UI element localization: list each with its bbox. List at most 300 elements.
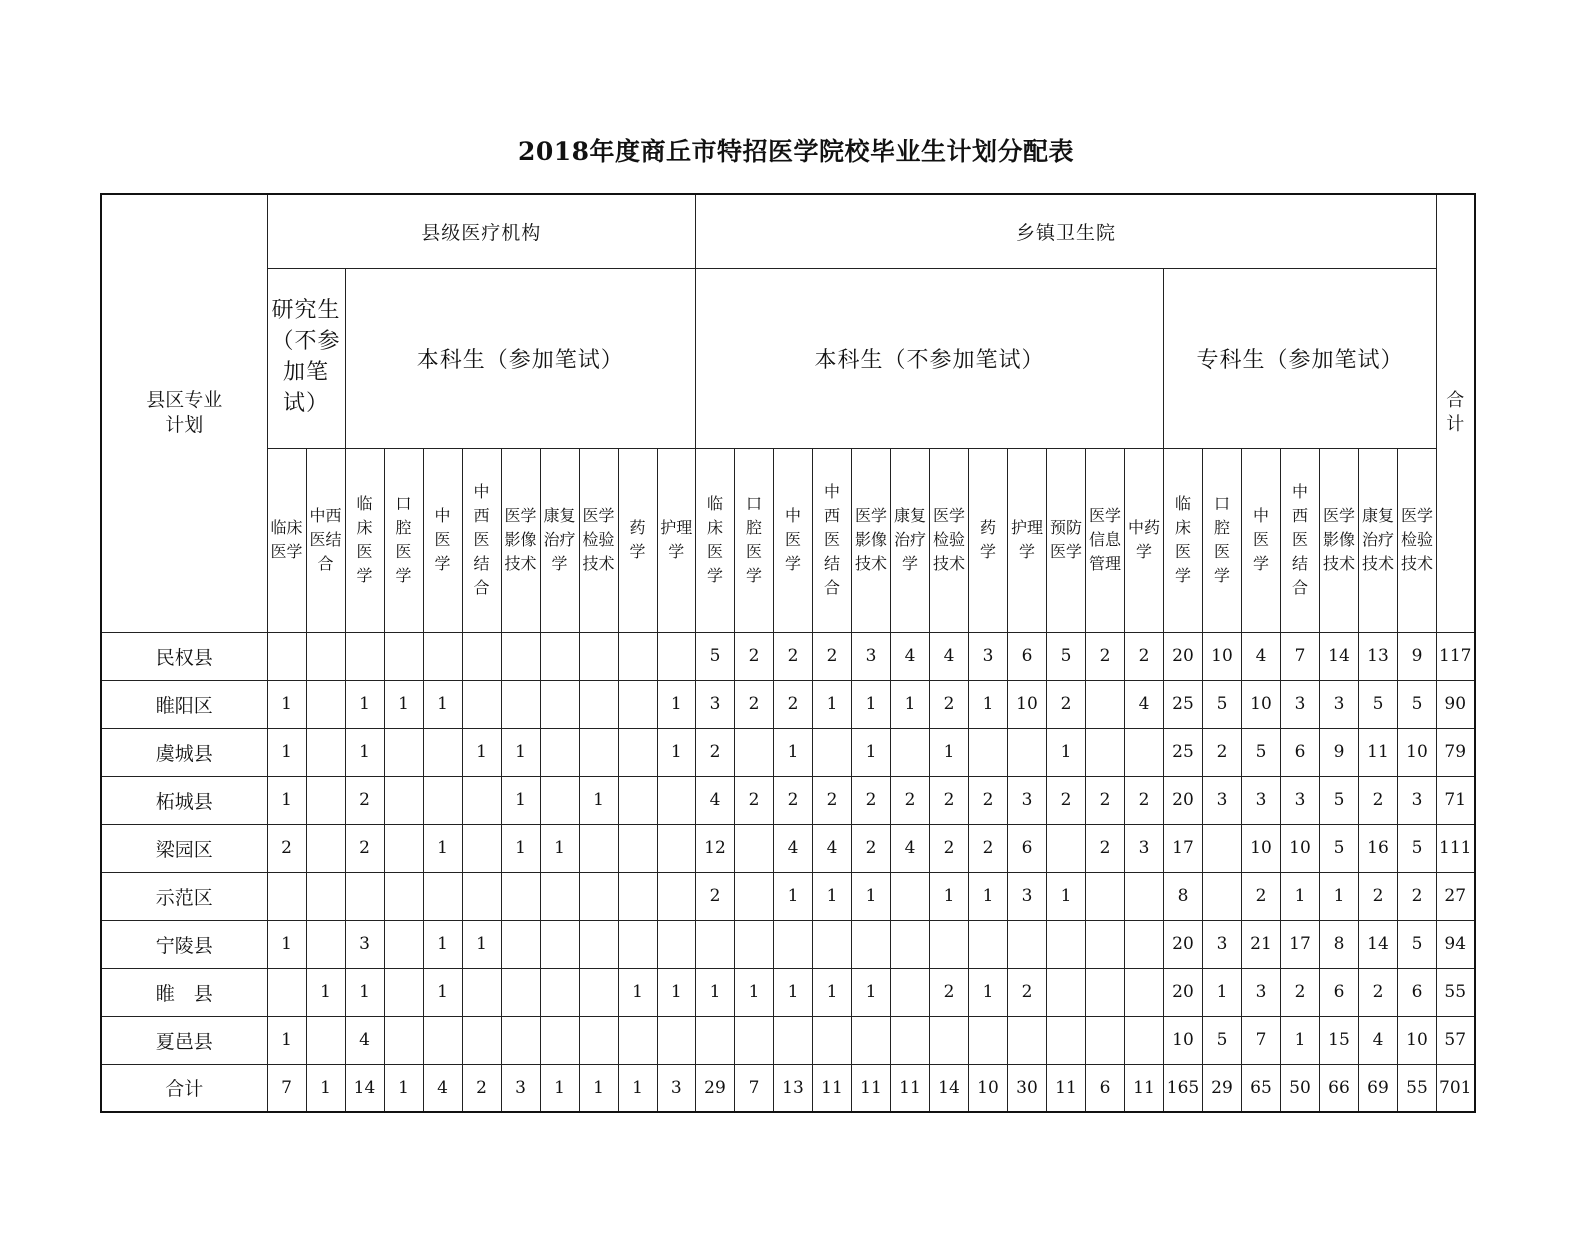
column-header-label: 临床医学 [356, 494, 373, 585]
value-cell: 13 [774, 1064, 813, 1112]
column-header-label: 临床医学 [270, 518, 303, 561]
total-header [1437, 194, 1475, 632]
column-header [384, 448, 423, 632]
value-cell: 1 [384, 1064, 423, 1112]
column-header-label: 医学影像技术 [504, 506, 537, 573]
column-header [1242, 448, 1281, 632]
value-cell: 11 [852, 1064, 891, 1112]
value-cell: 2 [813, 776, 852, 824]
value-cell [618, 872, 657, 920]
value-cell: 1 [930, 728, 969, 776]
column-header-label: 中医学 [1252, 506, 1269, 573]
row-label: 夏邑县 [101, 1016, 267, 1064]
value-cell [384, 872, 423, 920]
column-header [735, 448, 774, 632]
value-cell [891, 1016, 930, 1064]
value-cell [1086, 728, 1125, 776]
row-label: 民权县 [101, 632, 267, 680]
value-cell: 1 [852, 968, 891, 1016]
value-cell [657, 872, 696, 920]
value-cell: 1 [501, 728, 540, 776]
value-cell: 2 [345, 776, 384, 824]
value-cell: 6 [1398, 968, 1437, 1016]
column-header [891, 448, 930, 632]
row-label: 梁园区 [101, 824, 267, 872]
column-header-label: 医学检验技术 [1400, 506, 1433, 573]
value-cell: 2 [345, 824, 384, 872]
value-cell [618, 728, 657, 776]
value-cell: 6 [1008, 824, 1047, 872]
column-header-label: 中西医结合 [473, 482, 490, 597]
value-cell: 4 [345, 1016, 384, 1064]
value-cell [306, 728, 345, 776]
value-cell [1125, 968, 1164, 1016]
column-header [267, 448, 306, 632]
value-cell [969, 920, 1008, 968]
value-cell [1047, 1016, 1086, 1064]
column-header-label: 口腔医学 [395, 494, 412, 585]
value-cell: 7 [1242, 1016, 1281, 1064]
value-cell [735, 872, 774, 920]
value-cell [891, 920, 930, 968]
value-cell: 8 [1164, 872, 1203, 920]
value-cell: 1 [579, 776, 618, 824]
value-cell: 1 [462, 920, 501, 968]
value-cell [1086, 968, 1125, 1016]
value-cell: 11 [1047, 1064, 1086, 1112]
value-cell [696, 1016, 735, 1064]
value-cell: 11 [813, 1064, 852, 1112]
value-cell [306, 824, 345, 872]
value-cell: 14 [930, 1064, 969, 1112]
column-header [540, 448, 579, 632]
value-cell: 1 [774, 728, 813, 776]
value-cell: 2 [735, 776, 774, 824]
value-cell: 3 [345, 920, 384, 968]
value-cell: 1 [1281, 1016, 1320, 1064]
value-cell [384, 776, 423, 824]
value-cell: 1 [657, 968, 696, 1016]
value-cell: 1 [618, 1064, 657, 1112]
value-cell: 14 [1359, 920, 1398, 968]
value-cell [774, 1016, 813, 1064]
row-total-cell: 111 [1437, 824, 1475, 872]
value-cell [1008, 728, 1047, 776]
value-cell: 13 [1359, 632, 1398, 680]
table-row [101, 824, 1475, 872]
value-cell [306, 920, 345, 968]
row-total-cell: 90 [1437, 680, 1475, 728]
value-cell: 9 [1320, 728, 1359, 776]
value-cell: 1 [696, 968, 735, 1016]
value-cell [423, 632, 462, 680]
value-cell: 4 [930, 632, 969, 680]
value-cell: 3 [1008, 776, 1047, 824]
value-cell [306, 776, 345, 824]
value-cell: 1 [423, 824, 462, 872]
value-cell: 4 [813, 824, 852, 872]
row-total-cell: 27 [1437, 872, 1475, 920]
value-cell [1086, 680, 1125, 728]
value-cell: 1 [345, 728, 384, 776]
value-cell [618, 680, 657, 728]
category-header-town-junior: 专科生（参加笔试） [1164, 268, 1437, 448]
value-cell [267, 632, 306, 680]
value-cell [579, 968, 618, 1016]
column-header [1047, 448, 1086, 632]
column-header-label: 康复治疗技术 [1361, 506, 1394, 573]
row-label: 睢 县 [101, 968, 267, 1016]
value-cell [501, 968, 540, 1016]
column-header-label: 中医学 [434, 506, 451, 573]
value-cell [618, 776, 657, 824]
column-header [696, 448, 735, 632]
column-header [852, 448, 891, 632]
value-cell [540, 920, 579, 968]
value-cell [1203, 872, 1242, 920]
value-cell: 1 [267, 920, 306, 968]
value-cell [345, 872, 384, 920]
value-cell [423, 1016, 462, 1064]
value-cell: 2 [969, 776, 1008, 824]
value-cell: 1 [423, 680, 462, 728]
value-cell: 1 [852, 872, 891, 920]
value-cell: 15 [1320, 1016, 1359, 1064]
value-cell: 2 [1086, 824, 1125, 872]
value-cell: 69 [1359, 1064, 1398, 1112]
value-cell: 3 [501, 1064, 540, 1112]
value-cell: 2 [1008, 968, 1047, 1016]
value-cell: 1 [501, 824, 540, 872]
value-cell: 4 [891, 824, 930, 872]
column-header-label: 口腔医学 [745, 494, 762, 585]
value-cell [540, 632, 579, 680]
value-cell: 1 [1281, 872, 1320, 920]
value-cell [462, 632, 501, 680]
row-total-cell: 701 [1437, 1064, 1475, 1112]
row-label: 示范区 [101, 872, 267, 920]
column-header-label: 中西医结合 [823, 482, 840, 597]
column-header-label: 医学检验技术 [932, 506, 965, 573]
value-cell: 2 [891, 776, 930, 824]
table-row [101, 1016, 1475, 1064]
value-cell [306, 1016, 345, 1064]
value-cell: 2 [930, 824, 969, 872]
value-cell: 165 [1164, 1064, 1203, 1112]
value-cell: 5 [1203, 1016, 1242, 1064]
value-cell [462, 1016, 501, 1064]
value-cell: 9 [1398, 632, 1437, 680]
value-cell [735, 824, 774, 872]
column-header-label: 药学 [629, 518, 646, 561]
value-cell: 6 [1008, 632, 1047, 680]
row-total-cell: 71 [1437, 776, 1475, 824]
value-cell: 2 [1242, 872, 1281, 920]
value-cell: 1 [969, 872, 1008, 920]
column-header-label: 中西医结合 [1291, 482, 1308, 597]
value-cell [462, 872, 501, 920]
column-header [1164, 448, 1203, 632]
value-cell: 7 [735, 1064, 774, 1112]
value-cell: 1 [813, 680, 852, 728]
value-cell [345, 632, 384, 680]
value-cell: 1 [1047, 728, 1086, 776]
value-cell [267, 872, 306, 920]
value-cell [579, 1016, 618, 1064]
column-header [1203, 448, 1242, 632]
value-cell: 14 [1320, 632, 1359, 680]
value-cell [1086, 1016, 1125, 1064]
value-cell: 14 [345, 1064, 384, 1112]
value-cell: 1 [540, 824, 579, 872]
column-header [1398, 448, 1437, 632]
value-cell [540, 776, 579, 824]
value-cell: 12 [696, 824, 735, 872]
value-cell: 2 [1125, 776, 1164, 824]
value-cell: 3 [1203, 776, 1242, 824]
value-cell: 2 [852, 824, 891, 872]
column-header-label: 医学信息管理 [1088, 506, 1121, 573]
value-cell: 1 [1320, 872, 1359, 920]
value-cell: 4 [1242, 632, 1281, 680]
value-cell [813, 1016, 852, 1064]
value-cell: 2 [930, 968, 969, 1016]
row-label: 睢阳区 [101, 680, 267, 728]
value-cell: 66 [1320, 1064, 1359, 1112]
value-cell: 1 [969, 680, 1008, 728]
value-cell: 3 [657, 1064, 696, 1112]
value-cell: 1 [657, 680, 696, 728]
column-header [1008, 448, 1047, 632]
value-cell: 4 [696, 776, 735, 824]
value-cell [540, 728, 579, 776]
value-cell: 1 [774, 872, 813, 920]
value-cell: 4 [774, 824, 813, 872]
value-cell: 2 [774, 680, 813, 728]
value-cell: 5 [1398, 680, 1437, 728]
column-header-label: 康复治疗学 [543, 506, 576, 573]
column-header [774, 448, 813, 632]
value-cell: 8 [1320, 920, 1359, 968]
group-header-township: 乡镇卫生院 [696, 194, 1437, 268]
value-cell [618, 920, 657, 968]
total-header-text: 合计 [1446, 389, 1465, 436]
value-cell [735, 1016, 774, 1064]
value-cell: 2 [1125, 632, 1164, 680]
column-header [1086, 448, 1125, 632]
row-label: 宁陵县 [101, 920, 267, 968]
value-cell: 4 [1359, 1016, 1398, 1064]
value-cell: 1 [579, 1064, 618, 1112]
value-cell: 17 [1164, 824, 1203, 872]
column-header [1320, 448, 1359, 632]
value-cell: 10 [1203, 632, 1242, 680]
value-cell [1125, 1016, 1164, 1064]
value-cell [1086, 872, 1125, 920]
row-total-cell: 117 [1437, 632, 1475, 680]
value-cell [657, 920, 696, 968]
row-label: 合计 [101, 1064, 267, 1112]
column-header [618, 448, 657, 632]
value-cell: 2 [774, 776, 813, 824]
value-cell: 2 [930, 776, 969, 824]
value-cell: 2 [1281, 968, 1320, 1016]
value-cell: 3 [1203, 920, 1242, 968]
table-row [101, 920, 1475, 968]
value-cell: 17 [1281, 920, 1320, 968]
value-cell [1203, 824, 1242, 872]
value-cell: 10 [1242, 824, 1281, 872]
value-cell: 1 [540, 1064, 579, 1112]
table-row [101, 632, 1475, 680]
table-row [101, 728, 1475, 776]
value-cell [618, 1016, 657, 1064]
value-cell: 20 [1164, 776, 1203, 824]
value-cell: 2 [267, 824, 306, 872]
value-cell: 20 [1164, 968, 1203, 1016]
value-cell: 3 [1242, 968, 1281, 1016]
value-cell [501, 632, 540, 680]
value-cell [540, 1016, 579, 1064]
column-header-label: 康复治疗学 [893, 506, 926, 573]
value-cell: 10 [1398, 728, 1437, 776]
value-cell: 1 [267, 680, 306, 728]
value-cell: 5 [1320, 824, 1359, 872]
value-cell [462, 680, 501, 728]
value-cell [774, 920, 813, 968]
column-header [423, 448, 462, 632]
value-cell: 5 [696, 632, 735, 680]
value-cell: 50 [1281, 1064, 1320, 1112]
value-cell: 6 [1281, 728, 1320, 776]
value-cell: 2 [1203, 728, 1242, 776]
value-cell [618, 824, 657, 872]
value-cell: 2 [735, 632, 774, 680]
value-cell [540, 872, 579, 920]
value-cell: 2 [696, 728, 735, 776]
value-cell: 2 [852, 776, 891, 824]
value-cell [1086, 920, 1125, 968]
value-cell: 10 [1281, 824, 1320, 872]
column-header [1281, 448, 1320, 632]
column-header-label: 中西医结合 [309, 506, 342, 573]
value-cell: 1 [267, 1016, 306, 1064]
value-cell [579, 872, 618, 920]
value-cell: 5 [1047, 632, 1086, 680]
value-cell: 2 [969, 824, 1008, 872]
value-cell: 1 [1203, 968, 1242, 1016]
value-cell [306, 872, 345, 920]
value-cell [657, 776, 696, 824]
value-cell: 2 [930, 680, 969, 728]
value-cell [1047, 968, 1086, 1016]
value-cell [423, 872, 462, 920]
value-cell [579, 824, 618, 872]
value-cell: 1 [345, 680, 384, 728]
value-cell [384, 824, 423, 872]
value-cell [1008, 1016, 1047, 1064]
value-cell: 11 [1359, 728, 1398, 776]
value-cell [657, 1016, 696, 1064]
value-cell: 5 [1398, 920, 1437, 968]
value-cell [813, 728, 852, 776]
value-cell: 7 [1281, 632, 1320, 680]
value-cell: 1 [813, 872, 852, 920]
value-cell: 5 [1203, 680, 1242, 728]
value-cell: 2 [1086, 776, 1125, 824]
value-cell [735, 728, 774, 776]
value-cell [969, 1016, 1008, 1064]
value-cell [1008, 920, 1047, 968]
value-cell: 11 [891, 1064, 930, 1112]
value-cell: 25 [1164, 680, 1203, 728]
value-cell: 30 [1008, 1064, 1047, 1112]
value-cell: 1 [969, 968, 1008, 1016]
row-label: 虞城县 [101, 728, 267, 776]
column-header-label: 中医学 [784, 506, 801, 573]
value-cell: 1 [384, 680, 423, 728]
value-cell [384, 1016, 423, 1064]
value-cell [501, 680, 540, 728]
value-cell: 11 [1125, 1064, 1164, 1112]
value-cell: 1 [657, 728, 696, 776]
value-cell [540, 968, 579, 1016]
value-cell [384, 728, 423, 776]
value-cell: 1 [930, 872, 969, 920]
column-header-label: 医学影像技术 [1322, 506, 1355, 573]
value-cell: 3 [1398, 776, 1437, 824]
value-cell: 3 [1320, 680, 1359, 728]
value-cell: 2 [774, 632, 813, 680]
value-cell: 10 [969, 1064, 1008, 1112]
value-cell: 3 [1125, 824, 1164, 872]
value-cell [1125, 920, 1164, 968]
value-cell [891, 872, 930, 920]
table-row [101, 872, 1475, 920]
value-cell: 1 [267, 776, 306, 824]
value-cell [306, 680, 345, 728]
value-cell [384, 920, 423, 968]
value-cell: 1 [852, 680, 891, 728]
value-cell: 10 [1008, 680, 1047, 728]
value-cell: 65 [1242, 1064, 1281, 1112]
value-cell: 2 [735, 680, 774, 728]
value-cell [696, 920, 735, 968]
value-cell [657, 824, 696, 872]
value-cell: 10 [1398, 1016, 1437, 1064]
value-cell: 5 [1398, 824, 1437, 872]
table-row [101, 776, 1475, 824]
value-cell: 5 [1320, 776, 1359, 824]
column-header-label: 中药学 [1127, 518, 1160, 561]
value-cell: 6 [1320, 968, 1359, 1016]
value-cell [462, 824, 501, 872]
column-header [579, 448, 618, 632]
value-cell: 1 [735, 968, 774, 1016]
column-header [969, 448, 1008, 632]
value-cell: 5 [1242, 728, 1281, 776]
value-cell: 1 [423, 968, 462, 1016]
column-header-label: 预防医学 [1049, 518, 1082, 561]
value-cell: 2 [1086, 632, 1125, 680]
value-cell [384, 632, 423, 680]
category-header-graduate-text: 研究生（不参加笔试） [271, 298, 341, 416]
column-header [1125, 448, 1164, 632]
column-header [306, 448, 345, 632]
value-cell: 4 [891, 632, 930, 680]
value-cell: 16 [1359, 824, 1398, 872]
value-cell [1125, 872, 1164, 920]
